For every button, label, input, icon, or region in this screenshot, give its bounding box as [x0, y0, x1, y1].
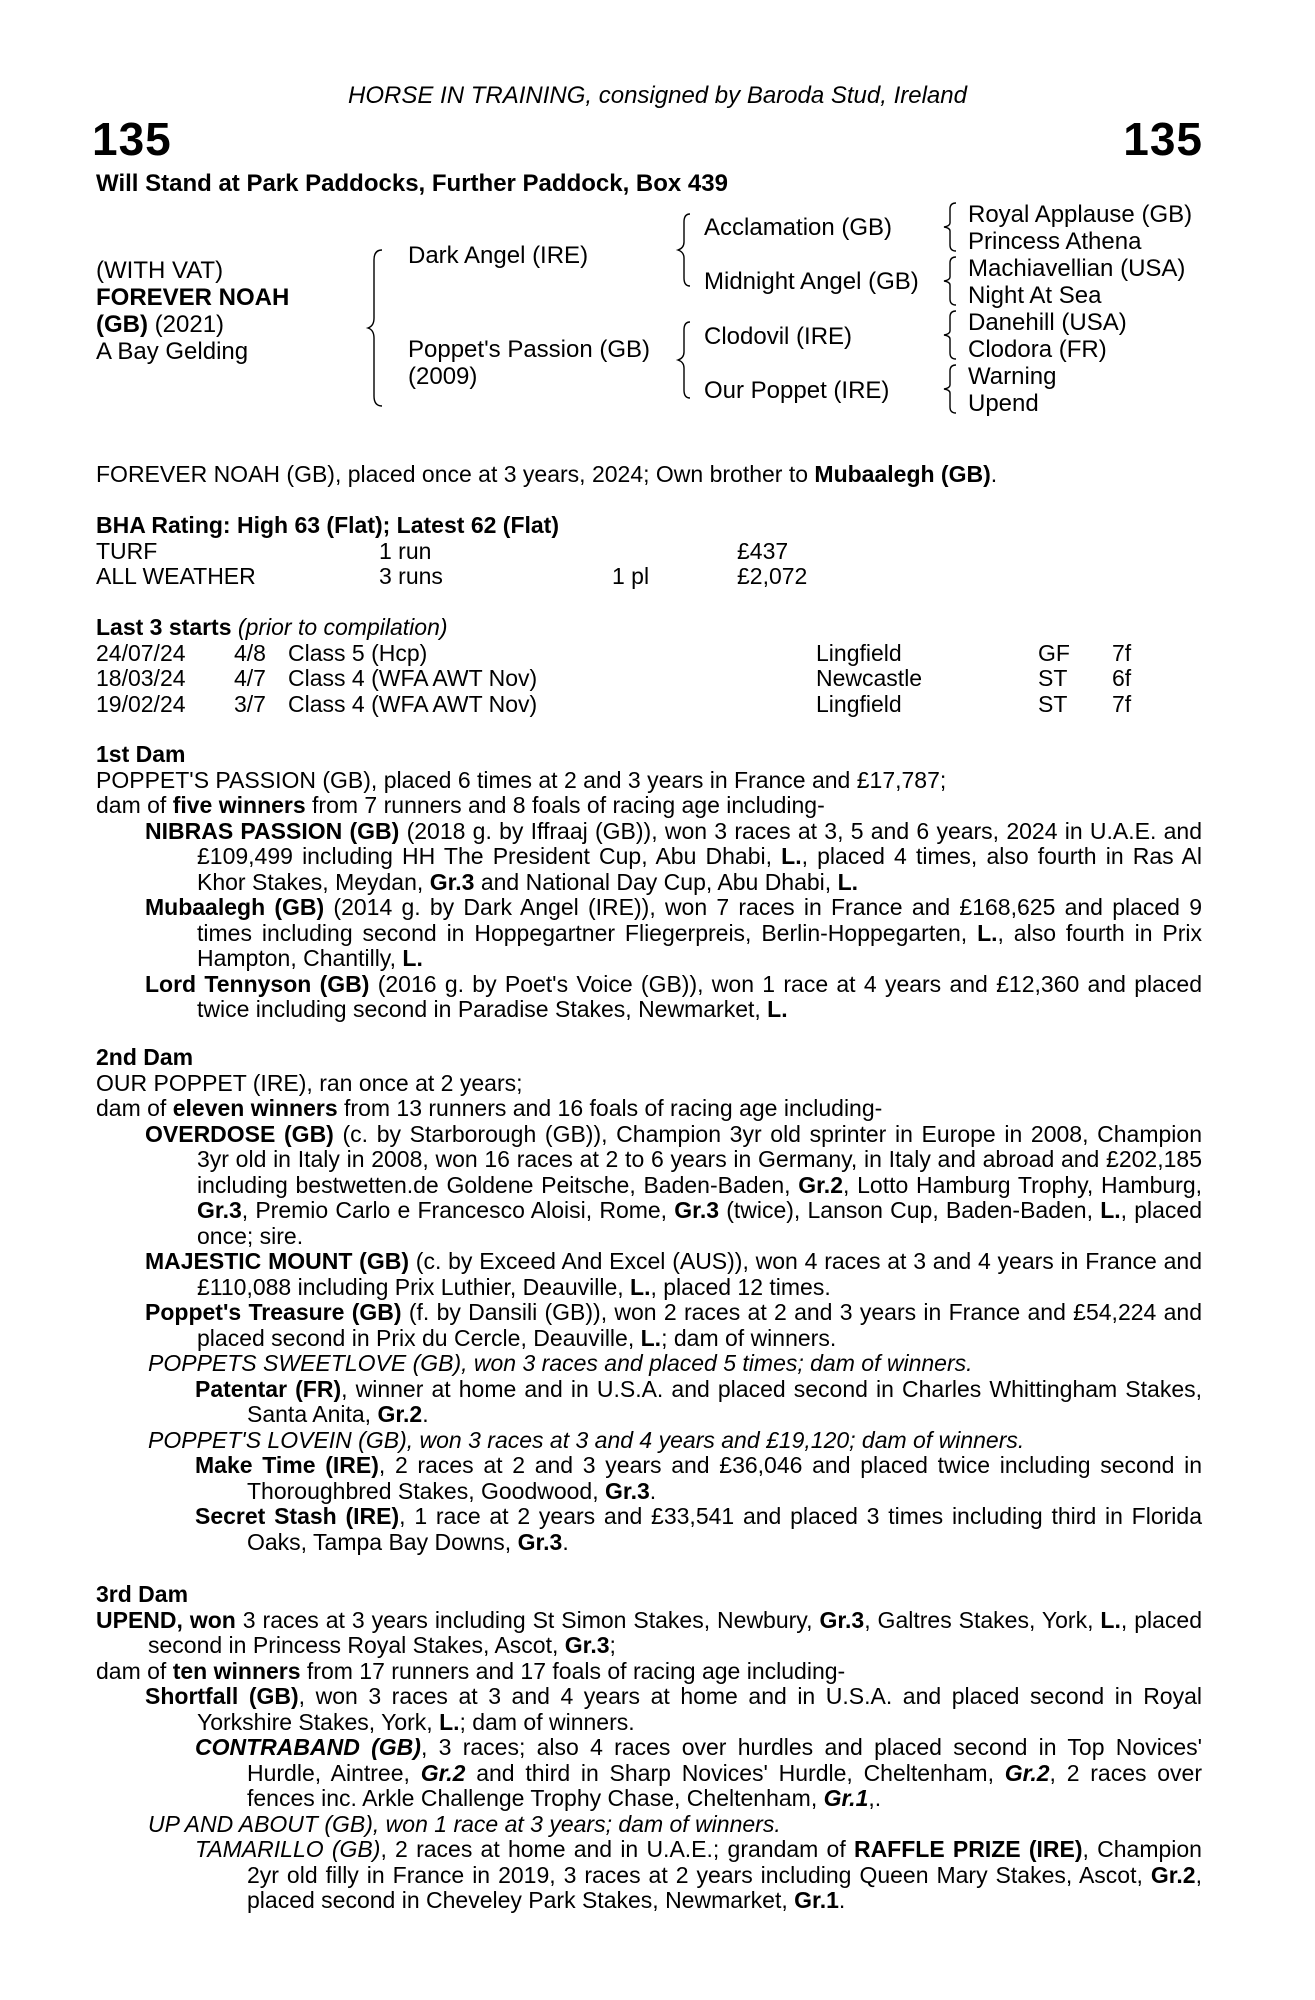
brace-sd [944, 255, 960, 307]
lot-number-left: 135 [92, 113, 172, 165]
third-dam-line: UPEND, won 3 races at 3 years including St Simon Stakes, Newbury, Gr.3, Galtres Stakes, York, L., placed second in Princess Royal Stakes, Ascot, Gr.3; [96, 1606, 1202, 1658]
pedigree-brace-sire [678, 212, 694, 288]
prize: £437 [737, 537, 789, 564]
start-course: Newcastle [816, 665, 923, 691]
horse-country: (GB) [96, 311, 148, 338]
winners-count: five winners [172, 792, 306, 818]
progeny-entry: Poppet's Treasure (GB) (f. by Dansili (GB)), won 2 races at 2 and 3 years in France and £54,224 and placed second in Prix du Cercle, Deauville, L.; dam of winners. [145, 1299, 1203, 1351]
horse-year: (2021) [147, 311, 225, 338]
vat-note: (WITH VAT) [96, 257, 224, 284]
start-date: 24/07/24 [96, 639, 186, 666]
gg-sire-1: Royal Applause (GB) [968, 201, 1193, 228]
start-date: 18/03/24 [96, 665, 186, 691]
surface: TURF [96, 537, 158, 564]
start-position: 3/7 [234, 690, 266, 717]
summary-text: FOREVER NOAH (GB), placed once at 3 years, 2024; Own brother to [96, 461, 815, 487]
progeny-entry: NIBRAS PASSION (GB) (2018 g. by Iffraaj (GB)), won 3 races at 3, 5 and 6 years, 2024 in U.A.E. and £109,499 including HH The President Cup, Abu Dhabi, L., placed 4 times, also fourth in Ras Al Khor Stakes, Meydan, Gr.3 and National Day Cup, Abu Dhabi, L. [145, 817, 1202, 895]
start-race: Class 4 (WFA AWT Nov) [288, 690, 538, 717]
gg-dam-2: Night At Sea [968, 282, 1102, 309]
horse-block [96, 257, 289, 365]
start-date: 19/02/24 [96, 690, 186, 717]
sire: Dark Angel (IRE) [408, 242, 589, 269]
dam: Poppet's Passion (GB) [408, 336, 651, 363]
gg-sire-3: Danehill (USA) [968, 309, 1127, 336]
rating-heading: BHA Rating: High 63 (Flat); Latest 62 (Flat) [96, 512, 559, 538]
dam-dam: Our Poppet (IRE) [704, 377, 890, 404]
third-dam-section [96, 1582, 1202, 1914]
surface: ALL WEATHER [96, 563, 256, 589]
grand-progeny-entry: TAMARILLO (GB), 2 races at home and in U.A.E.; grandam of RAFFLE PRIZE (IRE), Champion 2yr old filly in France in 2019, 3 races at 2 years including Queen Mary Stakes, Ascot, Gr.2, placed second in Cheveley Park Stakes, Newmarket, Gr.1. [195, 1836, 1202, 1913]
start-row [96, 666, 1202, 692]
runs: 1 run [379, 537, 432, 564]
consignor-header: HORSE IN TRAINING, consigned by Baroda Stud, Ireland [348, 82, 967, 109]
grand-progeny-entry: Make Time (IRE), 2 races at 2 and 3 years and £36,046 and placed twice including second in Thoroughbred Stakes, Goodwood, Gr.3. [195, 1452, 1202, 1504]
gg-dam-3: Clodora (FR) [968, 336, 1107, 363]
start-position: 4/8 [234, 639, 266, 666]
dam-of: dam of [96, 1095, 173, 1121]
pedigree-brace-main [368, 248, 388, 408]
sire-dam: Midnight Angel (GB) [704, 268, 919, 295]
grand-progeny-entry: Secret Stash (IRE), 1 race at 2 years and £33,541 and placed 3 times including third in Florida Oaks, Tampa Bay Downs, Gr.3. [195, 1503, 1202, 1555]
lot-number-right: 135 [1123, 113, 1203, 165]
last-starts-heading: Last 3 starts [96, 614, 232, 640]
brother-name: Mubaalegh (GB) [814, 461, 991, 487]
start-distance: 6f [1112, 665, 1132, 691]
winners-count: ten winners [172, 1657, 301, 1684]
winners-count: eleven winners [172, 1095, 338, 1121]
horse-name: FOREVER NOAH [96, 284, 290, 311]
grand-progeny-entry: Patentar (FR), winner at home and in U.S.A. and placed second in Charles Whittingham Stakes, Santa Anita, Gr.2. [195, 1375, 1203, 1427]
first-dam-line: POPPET'S PASSION (GB), placed 6 times at 2 and 3 years in France and £17,787; [96, 766, 947, 793]
sire-sire: Acclamation (GB) [704, 214, 893, 241]
third-dam-heading: 3rd Dam [96, 1581, 189, 1607]
start-distance: 7f [1112, 639, 1132, 666]
progeny-entry: Shortfall (GB), won 3 races at 3 and 4 years at home and in U.S.A. and placed second in Royal Yorkshire Stakes, York, L.; dam of winners. [145, 1683, 1202, 1735]
gg-dam-1: Princess Athena [968, 228, 1142, 255]
start-course: Lingfield [816, 639, 902, 666]
placed: 1 pl [612, 563, 650, 589]
brace-ds [944, 309, 960, 361]
second-dam-heading: 2nd Dam [96, 1044, 194, 1070]
first-dam-section [96, 742, 1202, 1023]
start-going: ST [1038, 665, 1068, 691]
rating-section [96, 513, 1202, 590]
start-course: Lingfield [816, 690, 902, 717]
dam-of: dam of [96, 1657, 173, 1684]
rating-row [96, 564, 1202, 590]
dam-year: (2009) [408, 363, 478, 390]
brace-ss [944, 201, 960, 253]
brace-dd [944, 363, 960, 415]
start-going: ST [1038, 690, 1068, 717]
start-distance: 7f [1112, 690, 1132, 717]
start-going: GF [1038, 639, 1070, 666]
start-position: 4/7 [234, 665, 266, 691]
progeny-entry: POPPET'S LOVEIN (GB), won 3 races at 3 and 4 years and £19,120; dam of winners. [148, 1426, 1025, 1453]
first-dam-heading: 1st Dam [96, 741, 186, 767]
last-starts-section [96, 615, 1202, 717]
stand-location: Will Stand at Park Paddocks, Further Paddock, Box 439 [96, 170, 728, 197]
gg-dam-4: Upend [968, 390, 1039, 417]
start-race: Class 5 (Hcp) [288, 639, 428, 666]
start-row [96, 692, 1202, 718]
progeny-entry: MAJESTIC MOUNT (GB) (c. by Exceed And Excel (AUS)), won 4 races at 3 and 4 years in France and £110,088 including Prix Luthier, Deauville, L., placed 12 times. [145, 1248, 1202, 1300]
gg-sire-4: Warning [968, 363, 1057, 390]
second-dam-section [96, 1045, 1202, 1555]
progeny-entry: Lord Tennyson (GB) (2016 g. by Poet's Voice (GB)), won 1 race at 4 years and £12,360 and placed twice including second in Paradise Stakes, Newmarket, L. [145, 970, 1202, 1022]
second-dam-line: OUR POPPET (IRE), ran once at 2 years; [96, 1069, 523, 1096]
pedigree-brace-dam [678, 320, 694, 400]
start-race: Class 4 (WFA AWT Nov) [288, 665, 538, 691]
summary-line [96, 462, 1202, 488]
progeny-entry: OVERDOSE (GB) (c. by Starborough (GB)), Champion 3yr old sprinter in Europe in 2008, Champion 3yr old in Italy in 2008, won 16 races at 2 to 6 years in Germany, in Italy and abroad and £202,185 including bestwetten.de Goldene Peitsche, Baden-Baden, Gr.2, Lotto Hamburg Trophy, Hamburg, Gr.3, Premio Carlo e Francesco Aloisi, Rome, Gr.3 (twice), Lanson Cup, Baden-Baden, L., placed once; sire. [145, 1120, 1203, 1249]
horse-description: A Bay Gelding [96, 338, 249, 365]
progeny-entry: Mubaalegh (GB) (2014 g. by Dark Angel (IRE)), won 7 races in France and £168,625 and placed 9 times including second in Hoppegartner Fliegerpreis, Berlin-Hoppegarten, L., also fourth in Prix Hampton, Chantilly, L. [145, 894, 1202, 971]
runs: 3 runs [379, 563, 443, 589]
runners-text: from 13 runners and 16 foals of racing age including- [337, 1095, 883, 1121]
gg-sire-2: Machiavellian (USA) [968, 255, 1186, 282]
last-starts-note: (prior to compilation) [231, 614, 448, 640]
dam-sire: Clodovil (IRE) [704, 323, 853, 350]
dam-of: dam of [96, 792, 173, 818]
progeny-entry: POPPETS SWEETLOVE (GB), won 3 races and placed 5 times; dam of winners. [148, 1350, 973, 1376]
runners-text: from 7 runners and 8 foals of racing age including- [305, 792, 825, 818]
prize: £2,072 [737, 563, 808, 589]
runners-text: from 17 runners and 17 foals of racing age including- [300, 1657, 846, 1684]
rating-row [96, 539, 1202, 565]
start-row [96, 641, 1202, 667]
summary-end: . [990, 461, 998, 487]
grand-progeny-entry: CONTRABAND (GB), 3 races; also 4 races over hurdles and placed second in Top Novices' Hurdle, Aintree, Gr.2 and third in Sharp Novices' Hurdle, Cheltenham, Gr.2, 2 races over fences inc. Arkle Challenge Trophy Chase, Cheltenham, Gr.1,. [195, 1734, 1203, 1811]
progeny-entry: UP AND ABOUT (GB), won 1 race at 3 years; dam of winners. [148, 1810, 781, 1837]
